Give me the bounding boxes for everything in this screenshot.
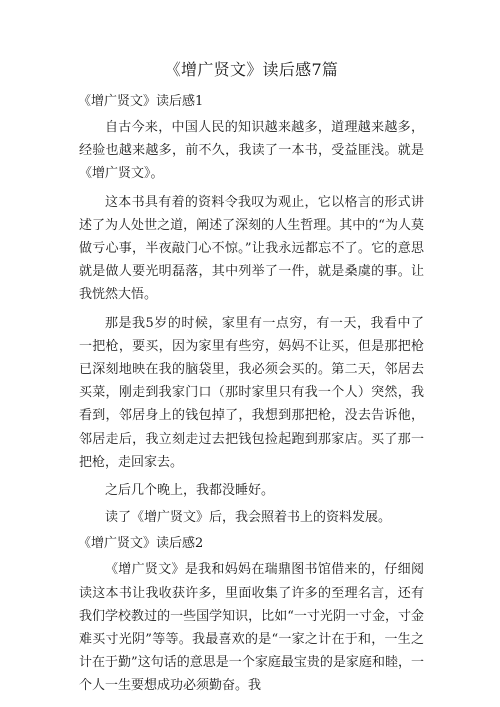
section-2 <box>79 533 424 697</box>
paragraph: 那是我5岁的时候，家里有一点穷，有一天，我看中了一把枪，要买，因为家里有些穷，妈妈不让买，但是那把枪已深刻地映在我的脑袋里，我必须会买的。第二天，邻居去买菜，刚走到我家门口（那时家里只有我一个人）突然，我看到，邻居身上的钱包掉了，我想到那把枪，没去告诉他，邻居走后，我立刻走过去把钱包捡起跑到那家店。买了那一把枪，走回家去。 <box>79 315 424 470</box>
paragraph: 《增广贤文》是我和妈妈在瑞鼎图书馆借来的，仔细阅读这本书让我收获许多，里面收集了许多的至理名言，还有我们学校教过的一些国学知识，比如“一寸光阴一寸金，寸金难买寸光阴”等等。我最喜欢的是“一家之计在于和，一生之计在于勤”这句话的意思是一个家庭最宝贵的是家庭和睦，一个人一生要想成功必须勤奋。我 <box>79 562 424 694</box>
section-heading: 《增广贤文》读后感2 <box>78 536 204 552</box>
section-heading: 《增广贤文》读后感1 <box>78 94 204 109</box>
section-1 <box>79 91 424 529</box>
paragraph: 读了《增广贤文》后，我会照着书上的资料发展。 <box>105 510 392 526</box>
document-page <box>79 60 424 703</box>
paragraph: 之后几个晚上，我都没睡好。 <box>105 483 275 499</box>
paragraph: 这本书具有着的资料令我叹为观止，它以格言的形式讲述了为人处世之道，阐述了深刻的人生哲理。其中的“为人莫做亏心事，半夜敲门心不惊。”让我永远都忘不了。它的意思就是做人要光明磊落，其中列举了一件，就是桑虞的事。让我恍然大悟。 <box>79 194 424 303</box>
document-title: 《增广贤文》读后感7篇 <box>164 60 339 79</box>
paragraph: 自古今来，中国人民的知识越来越多，道理越来越多，经验也越来越多，前不久，我读了一本书，受益匪浅。就是《增广贤文》。 <box>79 120 424 182</box>
